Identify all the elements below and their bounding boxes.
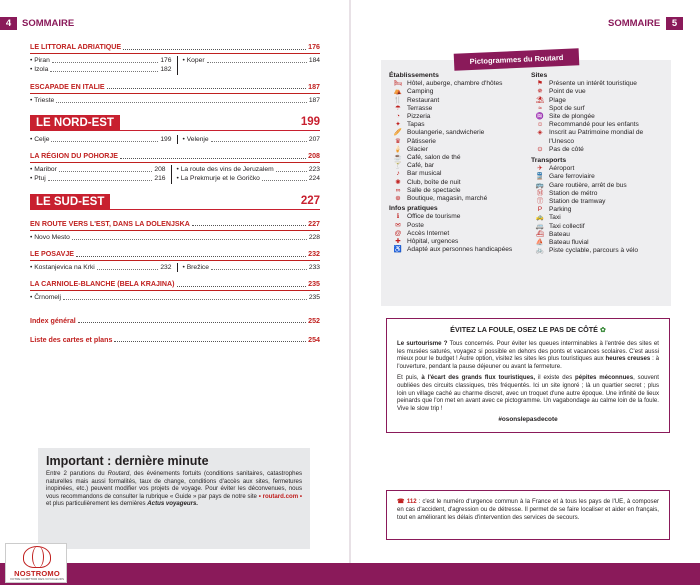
toc-entry-kostanjevica[interactable]: • Kostanjevica na Krki 232 (30, 264, 172, 272)
handicap-icon: ♿ (393, 246, 403, 254)
internet-icon: @ (394, 229, 402, 237)
toc-entry-ptuj[interactable]: • Ptuj 216 (30, 175, 166, 183)
pictogram-item (531, 165, 669, 173)
pictogram-item (389, 195, 531, 203)
pictogram-item (531, 88, 669, 96)
surf-icon: ≈ (538, 104, 542, 112)
pictogram-label: Office de tourisme (407, 213, 461, 221)
pictogram-label: Bateau (549, 230, 570, 238)
pictogram-item (531, 239, 669, 247)
toc-section-dolenjska[interactable]: EN ROUTE VERS L'EST, DANS LA DOLENJSKA 227 (30, 219, 320, 228)
toc-entry-prekmurje[interactable]: • La Prekmurje et le Goričko 224 (176, 175, 320, 183)
club-icon: ✺ (395, 178, 401, 186)
pictogram-label: Pas de côté (549, 145, 584, 153)
pictogram-item (531, 105, 669, 113)
emergency-box (386, 490, 670, 540)
gare-ferroviaire-icon: 🚆 (535, 173, 545, 181)
pictogram-item (531, 121, 669, 129)
pictogram-item (389, 162, 531, 170)
aeroport-icon: ✈ (537, 165, 543, 173)
pictogram-item (531, 214, 669, 222)
pictogram-item (389, 88, 531, 96)
pictogram-item (531, 129, 669, 145)
toc-section-adriatique[interactable]: LE LITTORAL ADRIATIQUE 176 (30, 43, 320, 51)
important-text: Entre 2 parutions du Routard, des événements fortuits (conditions sanitaires, catastrophes naturelles mais aussi formalités, taux de change, conditions d'accès aux sites, fermetures inopinées, etc.) peuvent modifier vos projets de voyage. Pour éviter les déconvenues, nous vous recommandons de consulter la rubrique « Guide » par pays de notre site • routard.com • et plus particulièrement les dernières Actus voyageurs. (46, 470, 303, 508)
pictogram-item (389, 170, 531, 178)
toc-section-escapade-italie[interactable]: ESCAPADE EN ITALIE 187 (30, 82, 320, 91)
important-box (38, 448, 310, 549)
point-de-vue-icon: ✵ (537, 88, 543, 96)
pictogram-label: Restaurant (407, 96, 440, 104)
taxi-icon: 🚕 (535, 214, 545, 222)
pictogram-label: Boulangerie, sandwicherie (407, 129, 485, 137)
toc-entry-koper[interactable]: • Koper 184 (182, 57, 321, 64)
pictogram-label: Gare ferroviaire (549, 173, 595, 181)
pictogram-label: Recommandé pour les enfants (549, 121, 639, 129)
toc-row (30, 96, 320, 105)
pictograms-title: Pictogrammes du Routard (454, 48, 580, 70)
pictogram-label: Accès Internet (407, 229, 450, 237)
velo-icon: 🚲 (535, 247, 545, 255)
pictogram-item (531, 190, 669, 198)
nostromo-logo: NOSTROMO VOTRE COMPTOIR DES VOYAGEURS (5, 543, 67, 583)
camping-icon: ⛺ (393, 88, 403, 96)
plongee-icon: ♒ (535, 113, 545, 121)
pictogram-label: Terrasse (407, 104, 433, 112)
toc-row (30, 293, 320, 302)
pictogram-item (531, 223, 669, 231)
toc-row (30, 174, 320, 183)
pictogram-item (389, 238, 531, 246)
toc-entry-piran[interactable]: • Piran 176 (30, 57, 172, 64)
pictogram-label: Plage (549, 96, 566, 104)
pictogram-item (389, 105, 531, 113)
page-number: 5 (666, 17, 683, 30)
toc-section-carniole[interactable]: LA CARNIOLE-BLANCHE (BELA KRAJINA) 235 (30, 280, 320, 289)
hashtag: #osonslepasdecote (498, 416, 558, 424)
pictogram-label: Aéroport (549, 165, 575, 173)
pictogram-label: Tapas (407, 121, 425, 129)
avoid-crowds-title: ÉVITEZ LA FOULE, OSEZ LE PAS DE CÔTÉ ✿ (450, 325, 606, 334)
bottom-band (0, 563, 700, 585)
pictogram-item (531, 198, 669, 206)
pictogram-item (389, 222, 531, 230)
pictogram-item (531, 206, 669, 214)
toc-entry-novo-mesto[interactable]: • Novo Mesto 228 (30, 233, 320, 241)
pictogram-item (389, 138, 531, 146)
taxi-collectif-icon: 🚐 (535, 222, 545, 230)
toc-section-posavje[interactable]: LE POSAVJE 232 (30, 250, 320, 259)
hopital-icon: ✚ (395, 238, 401, 246)
pictogram-label: Piste cyclable, parcours à vélo (549, 247, 639, 255)
pictogram-label: Club, boîte de nuit (407, 178, 461, 186)
pictogram-item (531, 231, 669, 239)
pictogram-item (389, 246, 531, 254)
pictogram-label: Café, salon de thé (407, 154, 461, 162)
pictogram-item (531, 182, 669, 190)
avoid-crowds-paragraph-2: Et puis, à l'écart des grands flux touristiques, il existe des pépites méconnues, souvent oubliées des circuits classiques, très fréquentés. Ici un site ignoré ; là un quartier secret ; plus loin un village caché au charme discret, avec un troquet d'une autre époque. Une infinité de lieux peinards que l'on met en avant avec ce pictogramme. Un vagabondage au calme loin de la foule. Vive le slow trip ! (397, 374, 660, 412)
patisserie-icon: ♛ (395, 137, 401, 145)
pictogram-label: Adapté aux personnes handicapées (407, 246, 513, 254)
toc-section-pohorje[interactable]: LA RÉGION DU POHORJE 208 (30, 152, 320, 161)
poste-icon: ✉ (395, 221, 401, 229)
toc-row (30, 135, 320, 144)
pas-de-cote-icon: ✿ (599, 327, 606, 334)
bateau-icon: ⛴ (535, 230, 545, 238)
pictogram-item (389, 97, 531, 105)
pictogram-label: Station de tramway (549, 198, 606, 206)
office-tourisme-icon: ℹ (396, 213, 400, 221)
avoid-crowds-paragraph-1: Le surtourisme ? Tous concernés. Pour éviter les queues interminables à l'entrée des sites et les musées saturés, voyagez si possible en dehors des ponts et vacances scolaires. C'est aussi mieux pour le budget ! Autre option, visitez les sites les plus touristiques aux heures creuses : à l'ouverture, pendant la pause déjeuner ou avant la fermeture. (397, 340, 660, 370)
pictogram-item (531, 173, 669, 181)
pas-de-cote-icon: ⊙ (537, 145, 543, 153)
pictogram-label: Point de vue (549, 88, 586, 96)
pictogram-label: Camping (407, 88, 434, 96)
toc-row (30, 233, 320, 242)
pictogram-item (389, 113, 531, 121)
pictogram-item (389, 121, 531, 129)
pictogram-item (389, 213, 531, 221)
page-number: 4 (0, 17, 17, 30)
boutique-icon: ⊕ (395, 195, 401, 203)
pictogram-label: Site de plongée (549, 113, 595, 121)
pictograms-column-right (531, 71, 669, 255)
pictogram-label: Présente un intérêt touristique (549, 80, 637, 88)
toc-region-sud-est[interactable]: LE SUD-EST 227 (30, 194, 320, 210)
cafe-salon-icon: ☕ (393, 154, 403, 162)
page-header-label: SOMMAIRE (22, 18, 75, 29)
page-header-label: SOMMAIRE (608, 18, 661, 29)
pictogram-label: Spot de surf (549, 104, 585, 112)
pictogram-label: Taxi (549, 214, 561, 222)
pizzeria-icon: ◔ (396, 113, 400, 121)
pictogram-label: Parking (549, 206, 572, 214)
pictogram-label: Poste (407, 221, 424, 229)
pictogram-label: Taxi collectif (549, 222, 585, 230)
pictogram-item (389, 154, 531, 162)
pictogram-item (531, 247, 669, 255)
interet-touristique-icon: ⚑ (537, 80, 543, 88)
pictogram-item (389, 179, 531, 187)
tapas-icon: ✦ (395, 121, 401, 129)
pictogram-item (389, 129, 531, 137)
globe-icon (23, 546, 51, 568)
pictogram-label: Pâtisserie (407, 137, 436, 145)
pictogram-item (389, 230, 531, 238)
bateau-fluvial-icon: ⛵ (535, 239, 545, 247)
toc-entry-maribor[interactable]: • Maribor 208 (30, 166, 166, 174)
pictogram-item (389, 80, 531, 88)
routard-link[interactable]: • routard.com • (258, 492, 302, 500)
important-title: Important : dernière minute (46, 454, 209, 468)
bar-musical-icon: ♪ (396, 170, 400, 178)
pictogram-item (531, 146, 669, 154)
boulangerie-icon: 🥖 (393, 129, 403, 137)
toc-row (30, 65, 320, 74)
restaurant-icon: 🍴 (393, 96, 403, 104)
pictogram-item (531, 80, 669, 88)
terrasse-icon: ☂ (395, 104, 401, 112)
pictogram-label: Glacier (407, 145, 428, 153)
enfants-icon: ☺ (536, 121, 544, 129)
toc-row (30, 56, 320, 65)
pictograms-heading: Sites (531, 72, 548, 79)
pictograms-box (381, 52, 671, 306)
pictogram-label: Station de métro (549, 189, 598, 197)
pictograms-heading: Infos pratiques (389, 205, 438, 213)
emergency-text: ☎ 112 : c'est le numéro d'urgence commun à la France et à tous les pays de l'UE, à composer en cas d'accident, d'agression ou de détresse. Il permet de se faire localiser et aider en français, tout en améliorant les délais d'intervention des services de secours. (397, 498, 659, 521)
salle-spectacle-icon: ∞ (395, 186, 401, 194)
toc-entry-jeruzalem[interactable]: • La route des vins de Jeruzalem 223 (176, 166, 320, 174)
pictogram-label: Pizzeria (407, 113, 431, 121)
gare-routiere-icon: 🚌 (535, 181, 545, 189)
toc-entry-brezice[interactable]: • Brežice 233 (182, 264, 321, 272)
pictogram-label: Bateau fluvial (549, 239, 589, 247)
tramway-icon: Ⓣ (536, 198, 544, 206)
pictogram-label: Salle de spectacle (407, 186, 461, 194)
pictogram-label: Gare routière, arrêt de bus (549, 181, 627, 189)
pictograms-column-left (389, 71, 531, 254)
toc-section-cartes[interactable]: Liste des cartes et plans 254 (30, 335, 320, 344)
pictograms-heading: Transports (531, 157, 567, 165)
toc-entry-trieste[interactable]: • Trieste 187 (30, 96, 320, 104)
toc-region-nord-est[interactable]: LE NORD-EST 199 (30, 115, 320, 131)
right-page (350, 0, 700, 585)
pictogram-item (389, 187, 531, 195)
glacier-icon: 🍦 (393, 145, 403, 153)
pictogram-item (531, 97, 669, 105)
pictogram-label: Hôtel, auberge, chambre d'hôtes (407, 80, 503, 88)
pictograms-heading: Établissements (389, 72, 439, 79)
unesco-icon: ◈ (537, 129, 543, 137)
plage-icon: ⛱ (535, 96, 545, 104)
toc-entry-izola[interactable]: • Izola 182 (30, 66, 172, 74)
toc-entry-celje[interactable]: • Celje 199 (30, 135, 172, 143)
pictogram-item (531, 113, 669, 121)
pictogram-label: Bar musical (407, 170, 442, 178)
pictogram-label: Café, bar (407, 162, 435, 170)
pictogram-label: Hôpital, urgences (407, 238, 459, 246)
hotel-icon: 🛏 (393, 80, 403, 88)
toc-entry-velenje[interactable]: • Velenje 207 (182, 135, 321, 143)
toc-row (30, 263, 320, 272)
pictogram-label: Inscrit au Patrimoine mondial de l'Unesco (549, 129, 644, 145)
toc-row (30, 165, 320, 174)
cafe-bar-icon: 🍸 (393, 162, 403, 170)
pictogram-item (389, 146, 531, 154)
phone-icon: ☎ (397, 498, 407, 505)
toc-entry-crnomelj[interactable]: • Črnomelj 235 (30, 294, 320, 302)
toc-section-index[interactable]: Index général 252 (30, 316, 320, 325)
metro-icon: Ⓜ (536, 189, 544, 197)
avoid-crowds-box (386, 318, 670, 433)
parking-icon: P (537, 206, 543, 214)
table-of-contents (30, 42, 320, 345)
pictogram-label: Boutique, magasin, marché (407, 195, 488, 203)
